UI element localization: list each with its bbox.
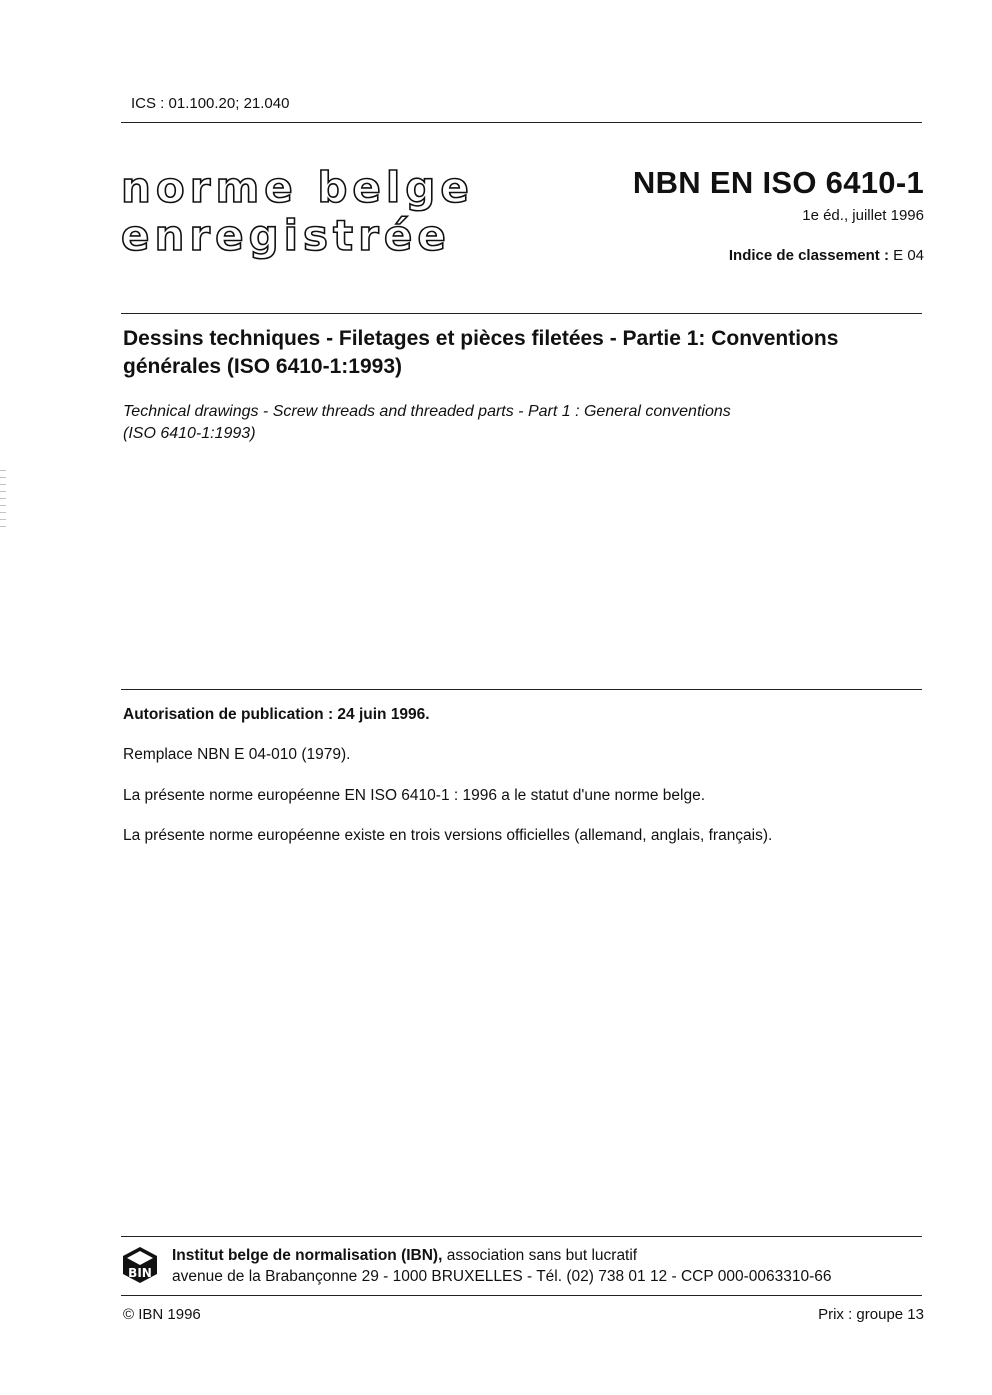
classification-index (729, 247, 924, 264)
ibn-logo-text: BIN (128, 1266, 152, 1280)
institute-description: association sans but lucratif (442, 1247, 638, 1264)
footer-rule-bottom (121, 1295, 922, 1296)
versions-note: La présente norme européenne existe en trois versions officielles (allemand, anglais, français). (123, 827, 773, 844)
replaces-note: Remplace NBN E 04-010 (1979). (123, 746, 351, 763)
edition-date: 1e éd., juillet 1996 (802, 207, 924, 224)
brand-line-1: norme belge (121, 163, 474, 212)
institute-address: avenue de la Brabançonne 29 - 1000 BRUXELLES - Tél. (02) 738 01 12 - CCP 000-0063310-66 (172, 1268, 832, 1285)
title-rule (121, 313, 922, 314)
institute-block (172, 1245, 831, 1287)
footer-rule-top (121, 1236, 922, 1237)
ibn-logo-icon (121, 1246, 159, 1284)
brand-line-2: enregistrée (121, 211, 451, 260)
title-english-line-1: Technical drawings - Screw threads and threaded parts - Part 1 : General conventions (123, 403, 731, 420)
publication-authorisation: Autorisation de publication : 24 juin 1996. (123, 706, 430, 723)
standard-reference: NBN EN ISO 6410-1 (632, 165, 924, 200)
scan-edge-marks (0, 470, 6, 530)
copyright: © IBN 1996 (123, 1306, 201, 1323)
title-english-line-2: (ISO 6410-1:1993) (123, 425, 256, 442)
price-group: Prix : groupe 13 (818, 1306, 924, 1323)
title-french: Dessins techniques - Filetages et pièces filetées - Partie 1: Conventions générales (ISO 6410-1:1993) (123, 327, 839, 378)
body-rule (121, 689, 922, 690)
institute-name: Institut belge de normalisation (IBN), (172, 1247, 443, 1264)
institute-line (172, 1245, 831, 1266)
status-note: La présente norme européenne EN ISO 6410-1 : 1996 a le statut d'une norme belge. (123, 787, 706, 804)
top-rule (121, 122, 922, 123)
classification-label: Indice de classement : (728, 247, 889, 264)
title-english (123, 401, 883, 445)
ics-code: ICS : 01.100.20; 21.040 (131, 95, 290, 112)
classification-value: E 04 (893, 247, 924, 264)
